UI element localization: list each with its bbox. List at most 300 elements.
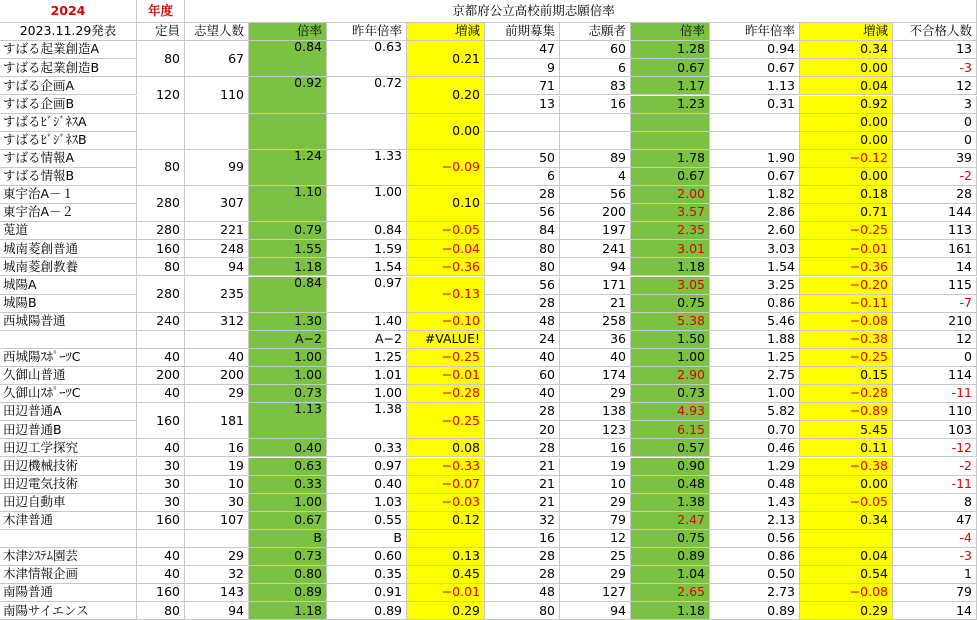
table-cell[interactable]: 160	[137, 584, 185, 602]
row-label[interactable]: すばる企画A	[0, 77, 137, 95]
table-cell[interactable]: 2.90	[631, 367, 710, 385]
table-cell[interactable]: 10	[560, 476, 631, 494]
table-cell[interactable]: 1.90	[710, 150, 800, 168]
merged-cell[interactable]: 1.33	[327, 150, 407, 186]
table-cell[interactable]: 40	[485, 385, 560, 403]
table-cell[interactable]: 13	[485, 96, 560, 114]
table-cell[interactable]: −0.89	[800, 403, 893, 421]
table-cell[interactable]: 39	[893, 150, 977, 168]
table-cell[interactable]: 28	[485, 186, 560, 204]
table-cell[interactable]: 0	[893, 114, 977, 132]
table-cell[interactable]: A−2	[327, 331, 407, 349]
table-cell[interactable]: 197	[560, 222, 631, 240]
merged-cell[interactable]: 80	[137, 150, 185, 186]
table-cell[interactable]: −0.01	[800, 240, 893, 258]
table-cell[interactable]: 0.00	[800, 476, 893, 494]
table-cell[interactable]: 0.08	[407, 439, 485, 457]
table-cell[interactable]: 221	[185, 222, 249, 240]
table-cell[interactable]	[185, 530, 249, 548]
table-cell[interactable]: 2.75	[710, 367, 800, 385]
table-cell[interactable]: 6.15	[631, 421, 710, 439]
table-cell[interactable]: 4	[560, 168, 631, 186]
table-cell[interactable]: 1.00	[631, 349, 710, 367]
table-cell[interactable]: 1.50	[631, 331, 710, 349]
merged-cell[interactable]: 0.97	[327, 277, 407, 313]
table-cell[interactable]: 48	[485, 584, 560, 602]
table-cell[interactable]: −0.08	[800, 584, 893, 602]
table-cell[interactable]: 110	[893, 403, 977, 421]
table-cell[interactable]: 12	[893, 77, 977, 95]
table-cell[interactable]: 29	[185, 385, 249, 403]
table-cell[interactable]: −0.11	[800, 295, 893, 313]
table-cell[interactable]: 200	[137, 367, 185, 385]
table-cell[interactable]: −0.38	[800, 458, 893, 476]
year-suffix-cell[interactable]: 年度	[137, 0, 185, 23]
table-cell[interactable]: 0.97	[327, 458, 407, 476]
table-cell[interactable]: 14	[893, 602, 977, 620]
table-cell[interactable]: −0.25	[407, 349, 485, 367]
table-cell[interactable]: 30	[137, 458, 185, 476]
table-cell[interactable]: 3.03	[710, 240, 800, 258]
table-cell[interactable]: 29	[560, 385, 631, 403]
table-cell[interactable]: −0.10	[407, 313, 485, 331]
table-cell[interactable]: 0.73	[631, 385, 710, 403]
row-label[interactable]: 田辺自動車	[0, 494, 137, 512]
table-cell[interactable]: 19	[560, 458, 631, 476]
row-label[interactable]: すばる起業創造B	[0, 59, 137, 77]
table-cell[interactable]: 0.46	[710, 439, 800, 457]
table-cell[interactable]: 29	[560, 566, 631, 584]
merged-cell[interactable]: 235	[185, 277, 249, 313]
table-cell[interactable]: 2.13	[710, 512, 800, 530]
table-cell[interactable]: -7	[893, 295, 977, 313]
table-cell[interactable]: 0.73	[249, 385, 327, 403]
table-cell[interactable]: -4	[893, 530, 977, 548]
table-cell[interactable]: 28	[485, 403, 560, 421]
table-cell[interactable]: 6	[560, 59, 631, 77]
table-cell[interactable]: 0.94	[710, 41, 800, 59]
row-label[interactable]: 城陽A	[0, 277, 137, 295]
row-label[interactable]: 城南菱創教養	[0, 258, 137, 276]
table-cell[interactable]: 161	[893, 240, 977, 258]
table-cell[interactable]: 30	[137, 476, 185, 494]
table-cell[interactable]: 143	[185, 584, 249, 602]
table-cell[interactable]: 5.82	[710, 403, 800, 421]
table-cell[interactable]	[185, 331, 249, 349]
table-cell[interactable]: −0.01	[407, 367, 485, 385]
table-cell[interactable]: 0.33	[249, 476, 327, 494]
table-cell[interactable]: B	[249, 530, 327, 548]
table-cell[interactable]: 21	[485, 458, 560, 476]
table-cell[interactable]: −0.04	[407, 240, 485, 258]
table-cell[interactable]: 2.60	[710, 222, 800, 240]
merged-cell[interactable]: 0.00	[407, 114, 485, 150]
table-cell[interactable]	[485, 132, 560, 150]
row-label[interactable]: 木津普通	[0, 512, 137, 530]
table-cell[interactable]: 0.04	[800, 548, 893, 566]
table-cell[interactable]: 1.18	[249, 602, 327, 620]
table-cell[interactable]: 10	[185, 476, 249, 494]
table-cell[interactable]: 1.18	[631, 258, 710, 276]
table-cell[interactable]: 3	[893, 96, 977, 114]
row-label[interactable]: 莵道	[0, 222, 137, 240]
table-cell[interactable]: 40	[137, 548, 185, 566]
table-cell[interactable]: 0.29	[407, 602, 485, 620]
table-cell[interactable]: 174	[560, 367, 631, 385]
table-cell[interactable]: 0.73	[249, 548, 327, 566]
table-cell[interactable]: 21	[560, 295, 631, 313]
table-cell[interactable]: 94	[185, 258, 249, 276]
table-cell[interactable]: 1.18	[249, 258, 327, 276]
table-cell[interactable]: 0.75	[631, 530, 710, 548]
header-cell[interactable]: 定員	[137, 23, 185, 41]
table-cell[interactable]: 12	[560, 530, 631, 548]
merged-cell[interactable]: 280	[137, 277, 185, 313]
row-label[interactable]: すばるﾋﾞｼﾞﾈｽB	[0, 132, 137, 150]
table-cell[interactable]: 80	[485, 240, 560, 258]
merged-cell[interactable]: 0.20	[407, 77, 485, 113]
table-cell[interactable]: 1	[893, 566, 977, 584]
header-cell[interactable]: 志願者	[560, 23, 631, 41]
merged-cell[interactable]: 0.92	[249, 77, 327, 113]
merged-cell[interactable]: 160	[137, 403, 185, 439]
table-cell[interactable]: 0.91	[327, 584, 407, 602]
table-cell[interactable]: 1.17	[631, 77, 710, 95]
row-label[interactable]: 田辺普通A	[0, 403, 137, 421]
table-cell[interactable]: -11	[893, 385, 977, 403]
table-cell[interactable]: 0.40	[249, 439, 327, 457]
table-cell[interactable]: 1.00	[249, 367, 327, 385]
table-cell[interactable]: 115	[893, 277, 977, 295]
table-cell[interactable]: 127	[560, 584, 631, 602]
table-cell[interactable]: 14	[893, 258, 977, 276]
table-cell[interactable]: 0.67	[249, 512, 327, 530]
table-cell[interactable]: 16	[560, 439, 631, 457]
table-cell[interactable]: 0.90	[631, 458, 710, 476]
table-cell[interactable]: −0.38	[800, 331, 893, 349]
table-cell[interactable]: −0.36	[407, 258, 485, 276]
table-cell[interactable]: 0.31	[710, 96, 800, 114]
table-cell[interactable]: 0.11	[800, 439, 893, 457]
header-cell[interactable]: 昨年倍率	[710, 23, 800, 41]
table-cell[interactable]: 56	[485, 204, 560, 222]
table-cell[interactable]: 0.54	[800, 566, 893, 584]
table-cell[interactable]: 280	[137, 222, 185, 240]
merged-cell[interactable]: 1.00	[327, 186, 407, 222]
table-cell[interactable]: 40	[485, 349, 560, 367]
table-cell[interactable]: 40	[137, 349, 185, 367]
row-label[interactable]	[0, 331, 137, 349]
table-cell[interactable]: 1.78	[631, 150, 710, 168]
table-cell[interactable]: 71	[485, 77, 560, 95]
table-cell[interactable]	[631, 114, 710, 132]
table-cell[interactable]: 13	[893, 41, 977, 59]
table-cell[interactable]: 40	[560, 349, 631, 367]
table-cell[interactable]: 113	[893, 222, 977, 240]
header-cell[interactable]: 不合格人数	[893, 23, 977, 41]
table-cell[interactable]: 94	[185, 602, 249, 620]
row-label[interactable]: すばる起業創造A	[0, 41, 137, 59]
table-cell[interactable]: 0.89	[327, 602, 407, 620]
table-cell[interactable]: 0.84	[327, 222, 407, 240]
table-cell[interactable]: 0.70	[710, 421, 800, 439]
table-cell[interactable]	[137, 331, 185, 349]
header-cell[interactable]: 増減	[800, 23, 893, 41]
merged-cell[interactable]: 0.72	[327, 77, 407, 113]
table-cell[interactable]: 0.86	[710, 295, 800, 313]
table-cell[interactable]: 1.03	[327, 494, 407, 512]
table-cell[interactable]: -2	[893, 458, 977, 476]
merged-cell[interactable]: 280	[137, 186, 185, 222]
header-cell[interactable]: 倍率	[631, 23, 710, 41]
table-cell[interactable]: 312	[185, 313, 249, 331]
table-cell[interactable]: 60	[560, 41, 631, 59]
table-cell[interactable]: −0.36	[800, 258, 893, 276]
table-cell[interactable]: 0.13	[407, 548, 485, 566]
table-cell[interactable]: 94	[560, 258, 631, 276]
table-cell[interactable]: 0.04	[800, 77, 893, 95]
table-cell[interactable]: 79	[893, 584, 977, 602]
merged-cell[interactable]: 99	[185, 150, 249, 186]
row-label[interactable]: 木津情報企画	[0, 566, 137, 584]
table-cell[interactable]: 79	[560, 512, 631, 530]
table-cell[interactable]: 40	[137, 439, 185, 457]
table-cell[interactable]: 0.60	[327, 548, 407, 566]
table-cell[interactable]: −0.12	[800, 150, 893, 168]
table-cell[interactable]: 0.35	[327, 566, 407, 584]
table-cell[interactable]: 1.00	[249, 494, 327, 512]
table-cell[interactable]: 2.73	[710, 584, 800, 602]
table-cell[interactable]: 1.18	[631, 602, 710, 620]
table-cell[interactable]: −0.28	[800, 385, 893, 403]
table-cell[interactable]: 28	[485, 439, 560, 457]
table-cell[interactable]: 24	[485, 331, 560, 349]
table-cell[interactable]: 9	[485, 59, 560, 77]
table-cell[interactable]: 25	[560, 548, 631, 566]
header-cell[interactable]: 2023.11.29発表	[0, 23, 137, 41]
table-cell[interactable]: 0.15	[800, 367, 893, 385]
row-label[interactable]: 西城陽普通	[0, 313, 137, 331]
table-cell[interactable]: 0.86	[710, 548, 800, 566]
table-cell[interactable]: 0.67	[710, 59, 800, 77]
header-cell[interactable]: 志望人数	[185, 23, 249, 41]
table-cell[interactable]: 0	[893, 349, 977, 367]
table-cell[interactable]: 3.01	[631, 240, 710, 258]
table-cell[interactable]: 0.48	[710, 476, 800, 494]
table-cell[interactable]: 21	[485, 494, 560, 512]
table-cell[interactable]	[631, 132, 710, 150]
table-cell[interactable]: 3.25	[710, 277, 800, 295]
table-cell[interactable]: 4.93	[631, 403, 710, 421]
table-cell[interactable]: −0.20	[800, 277, 893, 295]
sheet-title[interactable]: 京都府公立高校前期志願倍率	[342, 0, 725, 23]
table-cell[interactable]: 0.67	[631, 59, 710, 77]
row-label[interactable]: すばる情報B	[0, 168, 137, 186]
table-cell[interactable]: 80	[137, 602, 185, 620]
table-cell[interactable]: 0.12	[407, 512, 485, 530]
table-cell[interactable]: 200	[560, 204, 631, 222]
table-cell[interactable]: 30	[185, 494, 249, 512]
table-cell[interactable]: 21	[485, 476, 560, 494]
merged-cell[interactable]: −0.25	[407, 403, 485, 439]
table-cell[interactable]: −0.05	[800, 494, 893, 512]
table-cell[interactable]: 0.00	[800, 168, 893, 186]
table-cell[interactable]: 248	[185, 240, 249, 258]
table-cell[interactable]: 2.35	[631, 222, 710, 240]
table-cell[interactable]: 0.00	[800, 132, 893, 150]
table-cell[interactable]: 16	[185, 439, 249, 457]
table-cell[interactable]: −0.05	[407, 222, 485, 240]
table-cell[interactable]: 1.30	[249, 313, 327, 331]
row-label[interactable]: すばる情報A	[0, 150, 137, 168]
table-cell[interactable]: 56	[560, 186, 631, 204]
table-cell[interactable]: 0.33	[327, 439, 407, 457]
table-cell[interactable]	[137, 530, 185, 548]
table-cell[interactable]: 56	[485, 277, 560, 295]
merged-cell[interactable]: 110	[185, 77, 249, 113]
row-label[interactable]: すばる企画B	[0, 96, 137, 114]
table-cell[interactable]: 19	[185, 458, 249, 476]
table-cell[interactable]: 1.25	[327, 349, 407, 367]
table-cell[interactable]: 0.71	[800, 204, 893, 222]
table-cell[interactable]: 89	[560, 150, 631, 168]
table-cell[interactable]: 0.48	[631, 476, 710, 494]
table-cell[interactable]: 171	[560, 277, 631, 295]
table-cell[interactable]: 1.23	[631, 96, 710, 114]
table-cell[interactable]: 1.25	[710, 349, 800, 367]
merged-cell[interactable]: 1.10	[249, 186, 327, 222]
merged-cell[interactable]: 0.84	[249, 277, 327, 313]
row-label[interactable]: 城南菱創普通	[0, 240, 137, 258]
table-cell[interactable]: −0.03	[407, 494, 485, 512]
table-cell[interactable]: 0.89	[249, 584, 327, 602]
table-cell[interactable]: 1.13	[710, 77, 800, 95]
merged-cell[interactable]: 120	[137, 77, 185, 113]
table-cell[interactable]: -12	[893, 439, 977, 457]
table-cell[interactable]: 5.38	[631, 313, 710, 331]
table-cell[interactable]: −0.01	[407, 584, 485, 602]
merged-cell[interactable]: 0.84	[249, 41, 327, 77]
table-cell[interactable]: 32	[185, 566, 249, 584]
table-cell[interactable]: 80	[485, 602, 560, 620]
table-cell[interactable]: 94	[560, 602, 631, 620]
table-cell[interactable]: #VALUE!	[407, 331, 485, 349]
table-cell[interactable]: 28	[485, 295, 560, 313]
row-label[interactable]: 南陽普通	[0, 584, 137, 602]
table-cell[interactable]: 1.88	[710, 331, 800, 349]
table-cell[interactable]: 32	[485, 512, 560, 530]
merged-cell[interactable]: −0.13	[407, 277, 485, 313]
table-cell[interactable]: 144	[893, 204, 977, 222]
table-cell[interactable]: 1.43	[710, 494, 800, 512]
table-cell[interactable]: 5.45	[800, 421, 893, 439]
table-cell[interactable]: −0.25	[800, 222, 893, 240]
table-cell[interactable]: 3.57	[631, 204, 710, 222]
table-cell[interactable]: 1.00	[710, 385, 800, 403]
merged-cell[interactable]: 0.21	[407, 41, 485, 77]
row-label[interactable]: 東宇治A－２	[0, 204, 137, 222]
table-cell[interactable]	[407, 530, 485, 548]
merged-cell[interactable]: 0.10	[407, 186, 485, 222]
table-cell[interactable]: 0.67	[631, 168, 710, 186]
row-label[interactable]: 南陽サイエンス	[0, 602, 137, 620]
table-cell[interactable]: 103	[893, 421, 977, 439]
table-cell[interactable]: -11	[893, 476, 977, 494]
table-cell[interactable]: 0.67	[710, 168, 800, 186]
table-cell[interactable]: −0.25	[800, 349, 893, 367]
table-cell[interactable]: 12	[893, 331, 977, 349]
table-cell[interactable]: 0.18	[800, 186, 893, 204]
row-label[interactable]: 東宇治A－１	[0, 186, 137, 204]
table-cell[interactable]: 1.01	[327, 367, 407, 385]
table-cell[interactable]: 36	[560, 331, 631, 349]
table-cell[interactable]: 200	[185, 367, 249, 385]
table-cell[interactable]: 0.92	[800, 96, 893, 114]
table-cell[interactable]: 16	[560, 96, 631, 114]
table-cell[interactable]: −0.28	[407, 385, 485, 403]
table-cell[interactable]: 3.05	[631, 277, 710, 295]
table-cell[interactable]: 47	[485, 41, 560, 59]
row-label[interactable]: 久御山ｽﾎﾟｰﾂC	[0, 385, 137, 403]
table-cell[interactable]: 0.89	[631, 548, 710, 566]
table-cell[interactable]: 114	[893, 367, 977, 385]
table-cell[interactable]: 1.55	[249, 240, 327, 258]
table-cell[interactable]: 123	[560, 421, 631, 439]
table-cell[interactable]: 0.34	[800, 41, 893, 59]
row-label[interactable]: 田辺工学探究	[0, 439, 137, 457]
table-cell[interactable]: 40	[185, 349, 249, 367]
table-cell[interactable]: 1.00	[327, 385, 407, 403]
table-cell[interactable]: 80	[485, 258, 560, 276]
table-cell[interactable]: 29	[560, 494, 631, 512]
header-cell[interactable]: 増減	[407, 23, 485, 41]
table-cell[interactable]: 20	[485, 421, 560, 439]
row-label[interactable]: 城陽B	[0, 295, 137, 313]
table-cell[interactable]: 0.63	[249, 458, 327, 476]
table-cell[interactable]: 1.04	[631, 566, 710, 584]
table-cell[interactable]: -2	[893, 168, 977, 186]
header-cell[interactable]: 昨年倍率	[327, 23, 407, 41]
table-cell[interactable]: 0.45	[407, 566, 485, 584]
table-cell[interactable]: 1.82	[710, 186, 800, 204]
table-cell[interactable]: 1.29	[710, 458, 800, 476]
table-cell[interactable]: 0.55	[327, 512, 407, 530]
table-cell[interactable]	[560, 132, 631, 150]
table-cell[interactable]: 2.65	[631, 584, 710, 602]
merged-cell[interactable]: 1.13	[249, 403, 327, 439]
year-cell[interactable]: 2024	[0, 0, 137, 23]
table-cell[interactable]: 1.38	[631, 494, 710, 512]
table-cell[interactable]: 6	[485, 168, 560, 186]
table-cell[interactable]: 138	[560, 403, 631, 421]
table-cell[interactable]: 40	[137, 385, 185, 403]
merged-cell[interactable]: −0.09	[407, 150, 485, 186]
table-cell[interactable]: 60	[485, 367, 560, 385]
table-cell[interactable]: 30	[137, 494, 185, 512]
table-cell[interactable]: 28	[485, 566, 560, 584]
table-cell[interactable]: 0.40	[327, 476, 407, 494]
table-cell[interactable]: 107	[185, 512, 249, 530]
table-cell[interactable]: 160	[137, 240, 185, 258]
merged-cell[interactable]: 80	[137, 41, 185, 77]
row-label[interactable]: 田辺機械技術	[0, 458, 137, 476]
header-cell[interactable]: 倍率	[249, 23, 327, 41]
table-cell[interactable]: 1.40	[327, 313, 407, 331]
table-cell[interactable]	[800, 530, 893, 548]
table-cell[interactable]: 1.28	[631, 41, 710, 59]
table-cell[interactable]: 40	[137, 566, 185, 584]
table-cell[interactable]: −0.07	[407, 476, 485, 494]
